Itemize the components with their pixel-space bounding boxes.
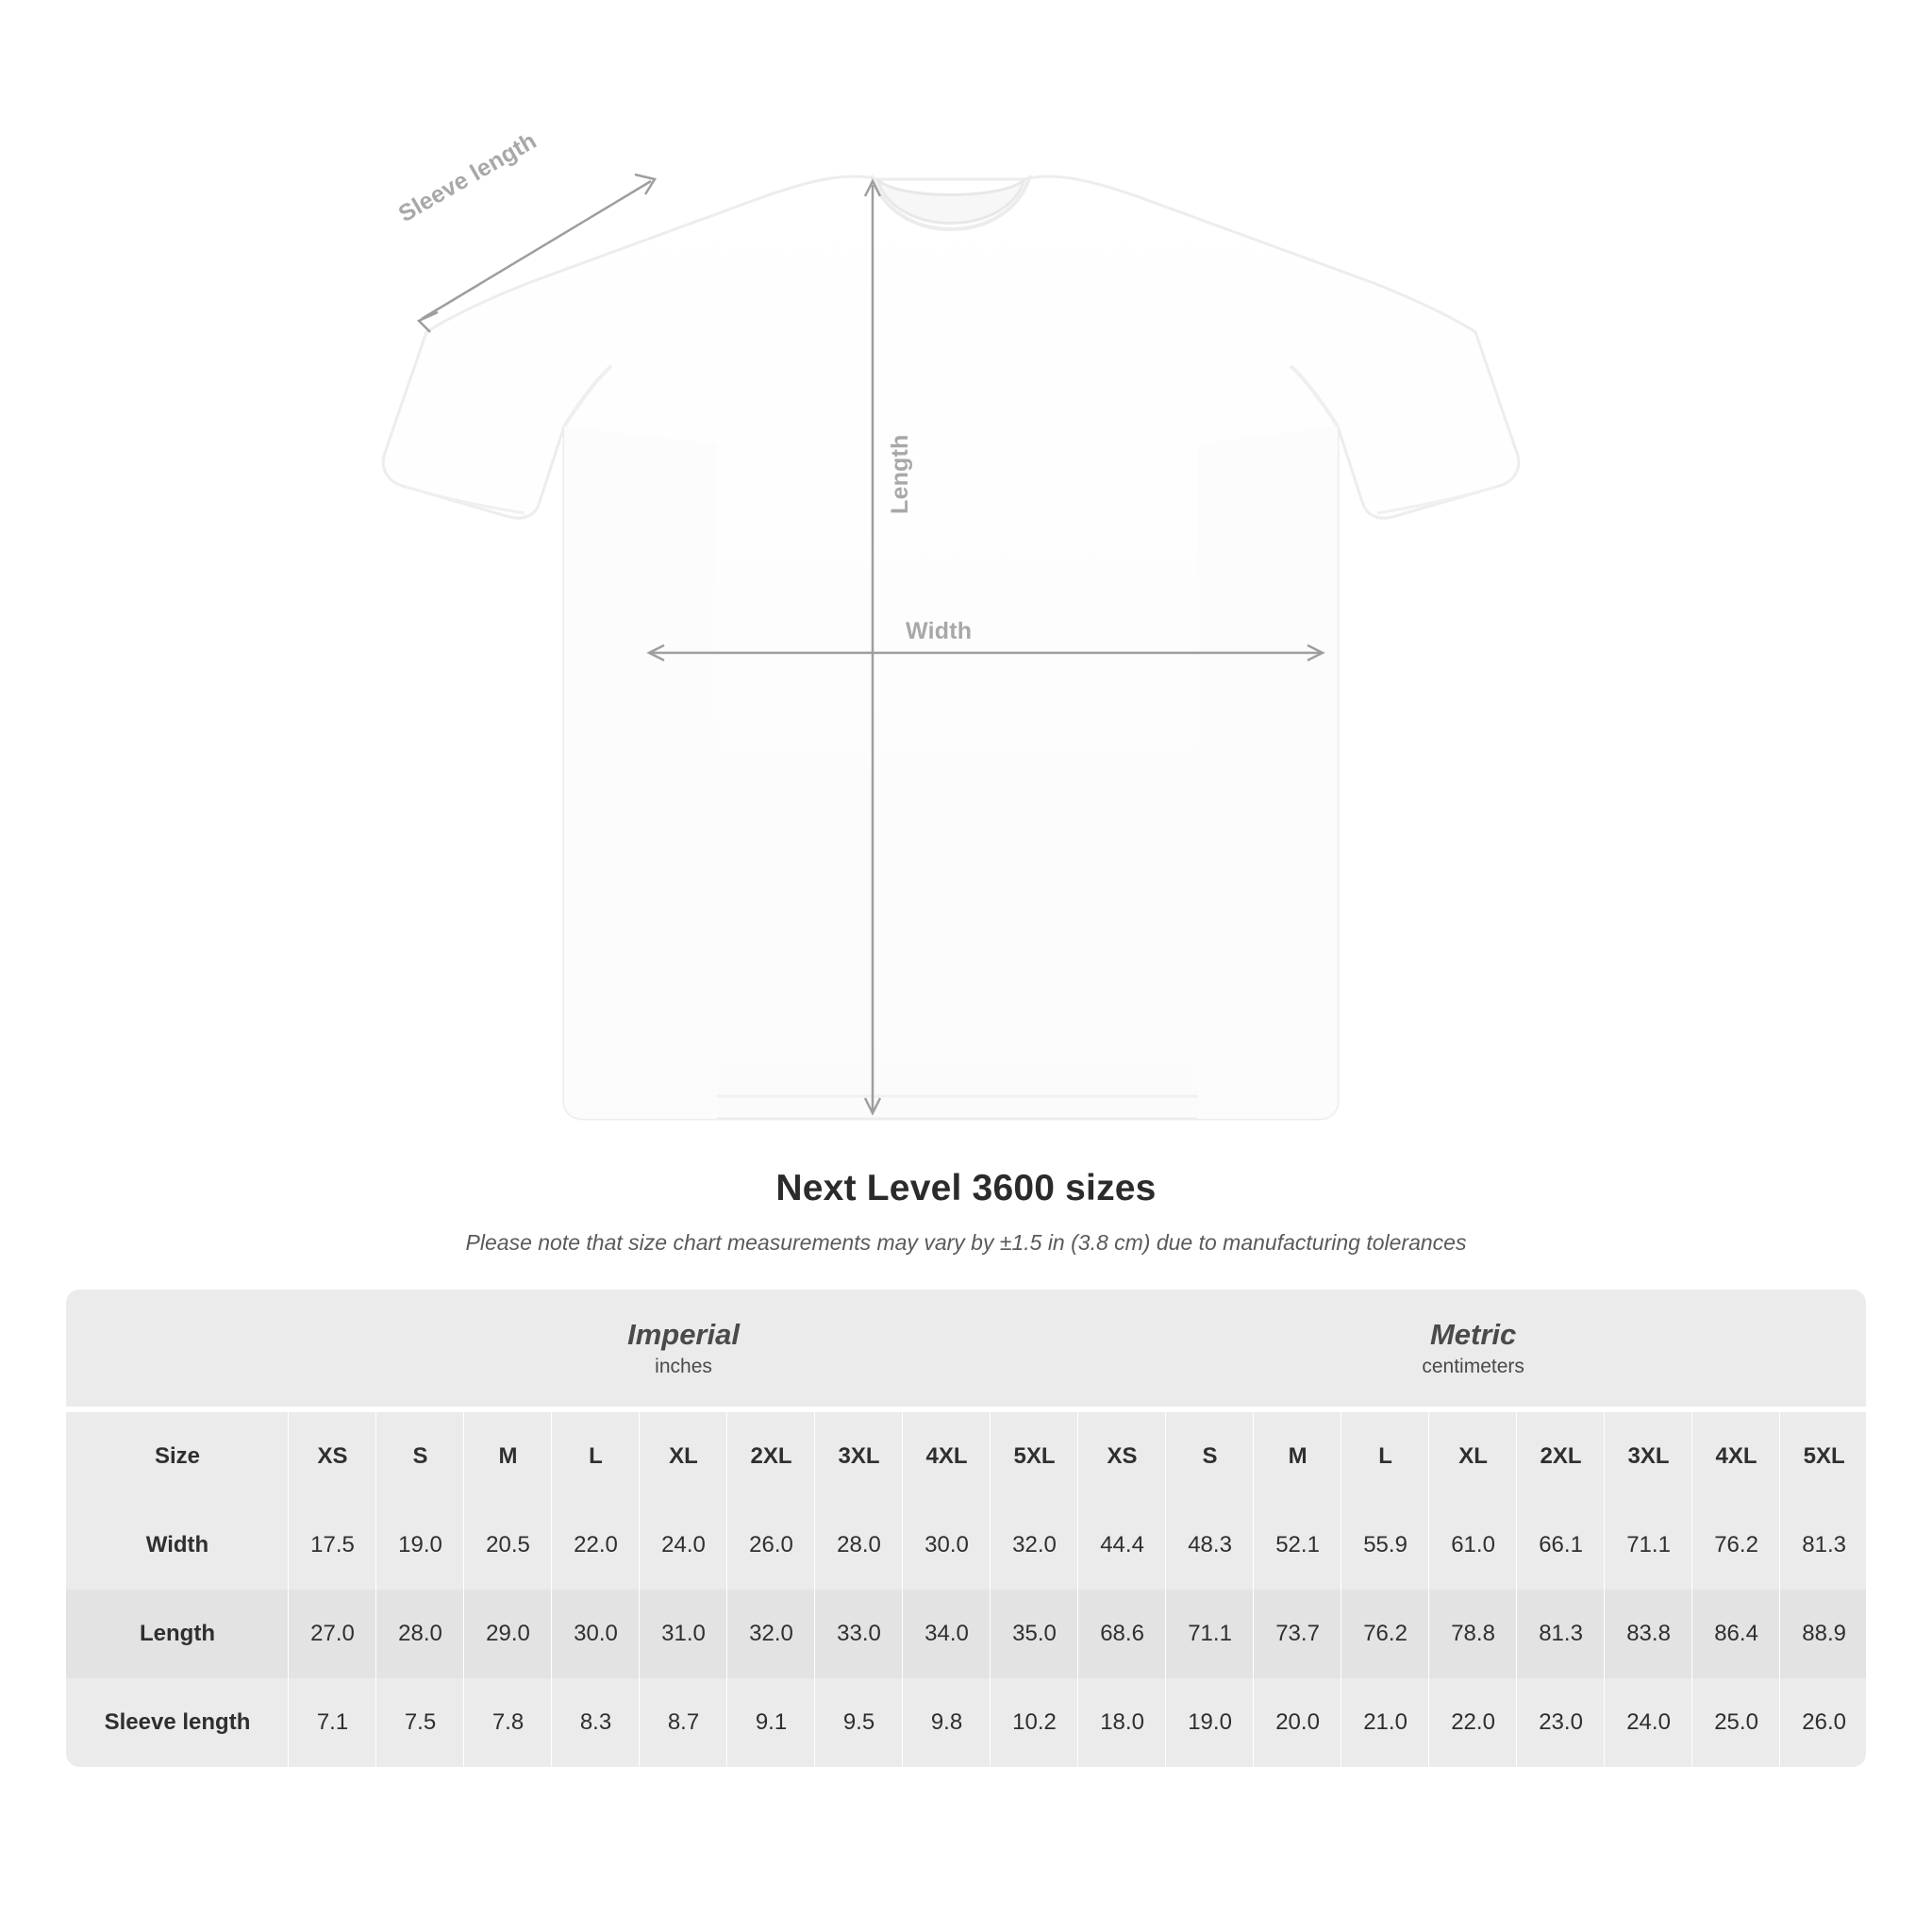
col-header-metric-xs: XS [1078,1412,1166,1501]
col-header-imperial-s: S [376,1412,464,1501]
cell-width-metric-4xl: 76.2 [1692,1501,1780,1590]
cell-width-metric-xl: 61.0 [1429,1501,1517,1590]
cell-width-metric-xs: 44.4 [1078,1501,1166,1590]
unit-sub-imperial: inches [655,1355,712,1377]
col-header-metric-s: S [1166,1412,1254,1501]
col-header-metric-3xl: 3XL [1605,1412,1692,1501]
col-header-metric-l: L [1341,1412,1429,1501]
cell-sleeve-metric-3xl: 24.0 [1605,1678,1692,1767]
cell-length-metric-4xl: 86.4 [1692,1590,1780,1678]
cell-width-imperial-xl: 24.0 [640,1501,727,1590]
cell-length-metric-xs: 68.6 [1078,1590,1166,1678]
cell-width-imperial-l: 22.0 [552,1501,640,1590]
col-header-imperial-l: L [552,1412,640,1501]
cell-length-metric-3xl: 83.8 [1605,1590,1692,1678]
col-header-metric-2xl: 2XL [1517,1412,1605,1501]
cell-sleeve-imperial-s: 7.5 [376,1678,464,1767]
cell-length-metric-5xl: 88.9 [1780,1590,1866,1678]
cell-length-metric-m: 73.7 [1254,1590,1341,1678]
unit-header-row [66,1290,1866,1407]
shirt-body [383,176,1518,1119]
col-header-imperial-5xl: 5XL [991,1412,1078,1501]
col-header-imperial-3xl: 3XL [815,1412,903,1501]
cell-length-imperial-xs: 27.0 [289,1590,376,1678]
sleeve-length-label: Sleeve length [393,127,541,228]
cell-sleeve-metric-4xl: 25.0 [1692,1678,1780,1767]
cell-length-imperial-2xl: 32.0 [727,1590,815,1678]
table-row [66,1678,1866,1767]
cell-length-metric-2xl: 81.3 [1517,1590,1605,1678]
size-header-row [66,1412,1866,1501]
cell-sleeve-imperial-3xl: 9.5 [815,1678,903,1767]
cell-width-imperial-5xl: 32.0 [991,1501,1078,1590]
cell-sleeve-imperial-2xl: 9.1 [727,1678,815,1767]
cell-sleeve-imperial-xs: 7.1 [289,1678,376,1767]
cell-length-metric-l: 76.2 [1341,1590,1429,1678]
cell-length-imperial-4xl: 34.0 [903,1590,991,1678]
table-row [66,1501,1866,1590]
length-label: Length [887,434,913,514]
col-header-imperial-m: M [464,1412,552,1501]
size-table-wrap [66,1290,1866,1767]
unit-header-metric [1078,1290,1866,1407]
cell-width-metric-3xl: 71.1 [1605,1501,1692,1590]
cell-sleeve-metric-m: 20.0 [1254,1678,1341,1767]
cell-sleeve-metric-l: 21.0 [1341,1678,1429,1767]
cell-sleeve-imperial-l: 8.3 [552,1678,640,1767]
cell-length-imperial-l: 30.0 [552,1590,640,1678]
cell-width-imperial-3xl: 28.0 [815,1501,903,1590]
cell-width-metric-m: 52.1 [1254,1501,1341,1590]
cell-length-metric-s: 71.1 [1166,1590,1254,1678]
cell-width-metric-l: 55.9 [1341,1501,1429,1590]
cell-width-imperial-m: 20.5 [464,1501,552,1590]
cell-sleeve-imperial-m: 7.8 [464,1678,552,1767]
col-header-metric-4xl: 4XL [1692,1412,1780,1501]
col-header-imperial-xl: XL [640,1412,727,1501]
cell-sleeve-imperial-xl: 8.7 [640,1678,727,1767]
row-label-sleeve-length: Sleeve length [66,1678,289,1767]
cell-width-imperial-4xl: 30.0 [903,1501,991,1590]
cell-sleeve-metric-xs: 18.0 [1078,1678,1166,1767]
cell-sleeve-metric-xl: 22.0 [1429,1678,1517,1767]
cell-sleeve-imperial-4xl: 9.8 [903,1678,991,1767]
unit-sub-metric: centimeters [1422,1355,1524,1377]
size-header-label: Size [66,1412,289,1501]
row-label-width: Width [66,1501,289,1590]
unit-name-imperial: Imperial [627,1318,740,1352]
row-label-length: Length [66,1590,289,1678]
cell-width-imperial-2xl: 26.0 [727,1501,815,1590]
cell-length-imperial-3xl: 33.0 [815,1590,903,1678]
shirt-shade-right [1198,426,1338,1119]
cell-width-metric-5xl: 81.3 [1780,1501,1866,1590]
col-header-imperial-xs: XS [289,1412,376,1501]
cell-length-metric-xl: 78.8 [1429,1590,1517,1678]
shirt-shade-left [564,426,717,1119]
cell-sleeve-imperial-5xl: 10.2 [991,1678,1078,1767]
unit-name-metric: Metric [1429,1318,1517,1352]
unit-header-empty [66,1290,289,1407]
cell-width-metric-s: 48.3 [1166,1501,1254,1590]
tolerance-note: Please note that size chart measurements may vary by ±1.5 in (3.8 cm) due to manufacturing tolerances [465,1230,1467,1255]
size-table [66,1290,1866,1767]
cell-sleeve-metric-5xl: 26.0 [1780,1678,1866,1767]
cell-length-imperial-s: 28.0 [376,1590,464,1678]
col-header-metric-xl: XL [1429,1412,1517,1501]
cell-width-metric-2xl: 66.1 [1517,1501,1605,1590]
cell-length-imperial-5xl: 35.0 [991,1590,1078,1678]
cell-sleeve-metric-2xl: 23.0 [1517,1678,1605,1767]
title-block [0,1168,1932,1256]
unit-header-imperial [289,1290,1078,1407]
col-header-imperial-2xl: 2XL [727,1412,815,1501]
cell-width-imperial-s: 19.0 [376,1501,464,1590]
table-row [66,1590,1866,1678]
page-title: Next Level 3600 sizes [775,1168,1157,1208]
col-header-metric-5xl: 5XL [1780,1412,1866,1501]
cell-length-imperial-xl: 31.0 [640,1590,727,1678]
width-label: Width [906,618,973,644]
cell-length-imperial-m: 29.0 [464,1590,552,1678]
col-header-metric-m: M [1254,1412,1341,1501]
cell-width-imperial-xs: 17.5 [289,1501,376,1590]
col-header-imperial-4xl: 4XL [903,1412,991,1501]
cell-sleeve-metric-s: 19.0 [1166,1678,1254,1767]
